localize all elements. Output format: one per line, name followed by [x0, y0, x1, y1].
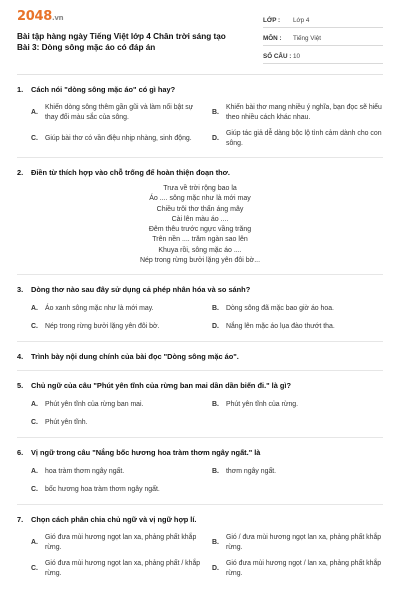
meta-key: LỚP : [263, 17, 281, 24]
poem-line: Cài lên màu áo .... [171, 215, 229, 223]
answer-option-a[interactable] [31, 466, 202, 478]
answer-option-a[interactable] [31, 303, 202, 315]
answer-option-b[interactable] [212, 399, 383, 411]
question-text: Chủ ngữ của câu "Phút yên tĩnh của rừng ban mai dần dần biến đi." là gì? [31, 381, 291, 391]
question-7 [17, 505, 383, 587]
question-number: 2. [17, 168, 24, 177]
option-text: Khiến dòng sông thêm gần gũi và làm nổi bật sự thay đổi màu sắc của sông. [45, 104, 194, 121]
logo-suffix: .vn [51, 14, 64, 22]
answer-options [17, 103, 383, 149]
question-prompt [17, 352, 383, 362]
option-text: Giúp bài thơ có vần điệu nhịp nhàng, sinh động. [45, 135, 192, 142]
question-list [17, 75, 383, 587]
question-prompt [17, 85, 383, 95]
question-number: 3. [17, 285, 24, 295]
option-text: Áo xanh sông mặc như là mới may. [45, 305, 154, 313]
meta-row [263, 46, 383, 64]
answer-options [17, 533, 383, 579]
question-text: Cách nói "dòng sông mặc áo" có gì hay? [31, 85, 176, 94]
option-letter: A. [31, 468, 38, 476]
option-letter: A. [31, 401, 38, 409]
question-2 [17, 158, 383, 275]
option-letter: B. [212, 401, 219, 409]
option-letter: A. [31, 109, 38, 116]
document-page [17, 8, 383, 600]
question-3 [17, 275, 383, 342]
question-number: 6. [17, 448, 24, 458]
option-letter: C. [31, 323, 38, 331]
meta-row [263, 10, 383, 28]
answer-option-b[interactable] [212, 533, 383, 553]
answer-options [17, 399, 383, 429]
answer-option-b[interactable] [212, 103, 383, 123]
option-letter: D. [212, 323, 219, 331]
answer-option-d[interactable] [212, 321, 383, 333]
question-text: Vị ngữ trong câu "Nắng bốc hương hoa tràm thơm ngây ngất." là [31, 448, 261, 458]
answer-option-b[interactable] [212, 466, 383, 478]
answer-option-a[interactable] [31, 103, 202, 123]
question-number: 4. [17, 352, 24, 362]
question-text: Điền từ thích hợp vào chỗ trống để hoàn thiện đoạn thơ. [31, 168, 230, 177]
option-text: Nắng lên mặc áo lụa đào thướt tha. [226, 323, 335, 331]
poem-line: Đêm thêu trước ngực vầng trăng [148, 226, 252, 234]
option-letter: B. [212, 109, 219, 116]
answer-option-d[interactable] [212, 559, 383, 579]
question-prompt [17, 515, 383, 525]
question-text: Dòng thơ nào sau đây sử dụng cả phép nhân hóa và so sánh? [31, 285, 251, 295]
option-text: thơm ngây ngất. [226, 468, 277, 476]
option-text: Phút yên tĩnh. [45, 419, 88, 427]
option-text: Gió / đưa mùi hương ngọt lan xa, phảng phất khắp rừng. [226, 534, 382, 552]
question-1 [17, 75, 383, 158]
option-text: Giúp tác giả dễ dàng bộc lộ tình cảm dành cho con sông. [226, 130, 382, 147]
option-text: Nép trong rừng bưởi lặng yên đôi bờ. [45, 323, 160, 331]
question-text: Chọn cách phân chia chủ ngữ và vị ngữ hợp lí. [31, 515, 197, 525]
option-text: Gió đưa mùi hương ngọt lan xa, phảng phất khắp rừng. [45, 534, 197, 552]
answer-option-c[interactable] [31, 417, 202, 429]
meta-key: MÔN : [263, 35, 282, 42]
option-letter: C. [31, 565, 38, 573]
meta-key: SỐ CÂU : [263, 53, 292, 60]
meta-value: Tiếng Việt [293, 35, 322, 42]
question-prompt [17, 381, 383, 391]
document-title: Bài tập hàng ngày Tiếng Việt lớp 4 Chân trời sáng tạo Bài 3: Dòng sông mặc áo có đáp án [17, 32, 226, 52]
option-letter: A. [31, 539, 38, 547]
question-prompt [17, 285, 383, 295]
option-text: Khiến bài thơ mang nhiều ý nghĩa, bạn đọc sẽ hiểu theo nhiều cách khác nhau. [226, 104, 382, 121]
question-number: 5. [17, 381, 24, 391]
option-letter: C. [31, 486, 38, 494]
answer-option-c[interactable] [31, 559, 202, 579]
poem-line: Chiều trôi thơ thẩn áng mây [156, 205, 244, 213]
option-text: Dòng sông đã mặc bao giờ áo hoa. [226, 305, 334, 313]
option-letter: B. [212, 468, 219, 476]
poem-block [17, 184, 383, 266]
option-letter: D. [212, 565, 219, 573]
option-text: hoa tràm thơm ngây ngất. [45, 468, 125, 476]
poem-line: Áo .... sông mặc như là mới may [149, 195, 251, 203]
question-prompt [17, 448, 383, 458]
meta-value: 10 [293, 53, 301, 60]
option-text: Gió đưa mùi hương ngọt lan xa, phảng phất / khắp rừng. [45, 560, 201, 578]
question-6 [17, 438, 383, 505]
header-left [17, 8, 232, 64]
option-text: Phút yên tĩnh của rừng. [226, 401, 299, 409]
answer-option-a[interactable] [31, 399, 202, 411]
answer-option-d[interactable] [212, 129, 383, 149]
document-meta [263, 10, 383, 64]
option-letter: C. [31, 419, 38, 427]
answer-option-b[interactable] [212, 303, 383, 315]
poem-line: Khuya rồi, sông mặc áo .... [158, 246, 242, 254]
question-4 [17, 342, 383, 371]
option-letter: A. [31, 305, 38, 313]
answer-option-a[interactable] [31, 533, 202, 553]
document-header [17, 8, 383, 64]
answer-option-c[interactable] [31, 129, 202, 149]
option-letter: C. [31, 135, 38, 142]
answer-option-c[interactable] [31, 321, 202, 333]
option-letter: B. [212, 305, 219, 313]
option-text: Gió đưa mùi hương ngọt / lan xa, phảng phất khắp rừng. [226, 560, 382, 578]
answer-options [17, 303, 383, 333]
site-logo[interactable] [17, 8, 232, 27]
logo-text: 2048 [17, 9, 52, 24]
meta-value: Lớp 4 [293, 17, 310, 24]
question-5 [17, 371, 383, 438]
question-number: 7. [17, 515, 24, 525]
poem-line: Nép trong rừng bưởi lặng yên đôi bờ... [139, 257, 261, 265]
question-number: 1. [17, 85, 24, 94]
question-text: Trình bày nội dung chính của bài đọc "Dòng sông mặc áo". [31, 352, 239, 362]
option-letter: B. [212, 539, 219, 547]
option-letter: D. [212, 135, 219, 142]
option-text: Phút yên tĩnh của rừng ban mai. [45, 401, 144, 409]
poem-line: Trưa về trời rộng bao la [163, 185, 237, 192]
question-prompt [17, 168, 383, 178]
answer-option-c[interactable] [31, 484, 202, 496]
option-text: bốc hương hoa tràm thơm ngây ngất. [45, 486, 160, 494]
poem-line: Trên nền .... trăm ngàn sao lên [152, 236, 248, 244]
meta-row [263, 28, 383, 46]
answer-options [17, 466, 383, 496]
